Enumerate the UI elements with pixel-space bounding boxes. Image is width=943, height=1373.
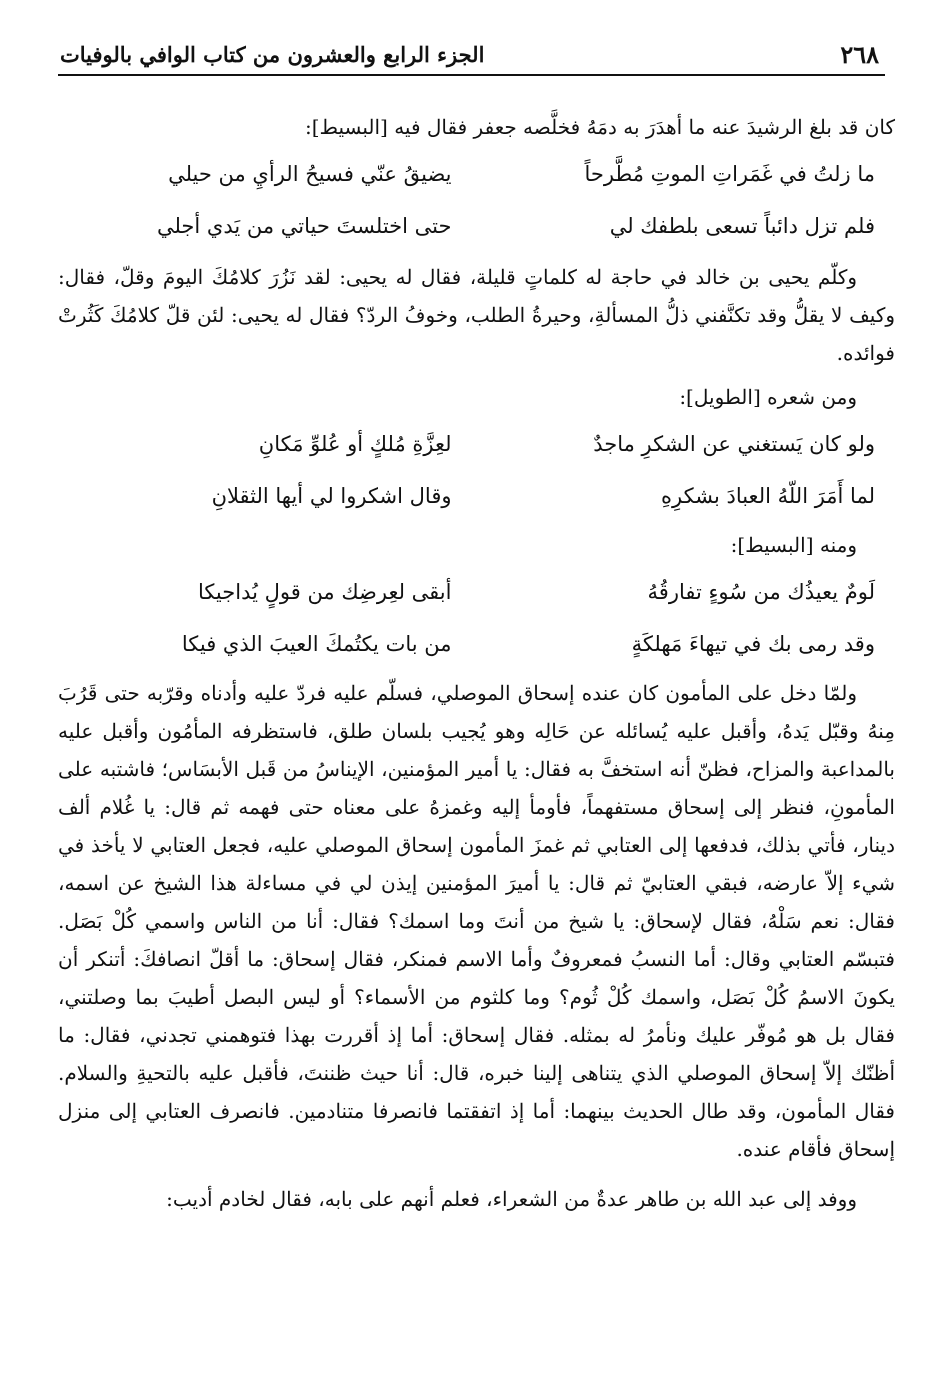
verse-first-hemistich: ولو كان يَستغني عن الشكرِ ماجدٌ [593,432,875,456]
verse-second-hemistich: حتى اختلستَ حياتي من يَدي أجلي [156,214,452,238]
page-number: ٢٦٨ [840,40,879,69]
verse-second-hemistich: يضيقُ عنّي فسيحُ الرأيِ من حيلي [168,162,452,186]
verse-second-hemistich: من بات يكتُمكَ العيبَ الذي فيكا [181,632,452,656]
paragraph-2: وكلّم يحيى بن خالد في حاجة له كلماتٍ قليلة، فقال له يحيى: لقد نَزُرَ كلامُكَ اليومَ وقلّ، فقال: وكيف لا يقلُّ وقد تكنَّفني ذلُّ المسألةِ، وحيرةُ الطلب، وخوفُ الردّ؟ فقال له يحيى: لئن قلّ كلامُكَ كَثُرتْ فوائده. [58,265,895,365]
page-body [58,108,895,1218]
verse-first-hemistich: فلم تزل دائباً تسعى بلطفك لي [609,214,875,238]
verse-second-hemistich: وقال اشكروا لي أيها الثقلانِ [211,484,452,508]
verse-line [58,418,895,470]
verse-line [58,618,895,670]
verse-second-hemistich: لعِزَّةِ مُلكٍ أو عُلوِّ مَكانِ [258,432,452,456]
verse-first-hemistich: ما زلتُ في غَمَراتِ الموتِ مُطَّرحاً [584,162,875,186]
verse-second-hemistich: أبقى لعِرضِك من قولٍ يُداجيكا [197,580,452,604]
verse-line [58,200,895,252]
running-title: الجزء الرابع والعشرون من كتاب الوافي بالوفيات [60,42,485,67]
verse-line [58,566,895,618]
verse-first-hemistich: لما أَمَرَ اللّهُ العبادَ بشكرِهِ [661,484,875,508]
poem-3 [58,566,895,670]
verse-line [58,470,895,522]
meter-label: ومنه [البسيط]: [730,533,857,557]
page-header [58,40,885,76]
poem-2 [58,418,895,522]
verse-first-hemistich: لَومٌ يعيذُك من سُوءٍ تفارقُهُ [647,580,875,604]
verse-line [58,148,895,200]
poem-1 [58,148,895,252]
paragraph-1: كان قد بلغ الرشيدَ عنه ما أهدَرَ به دمَهُ فخلَّصه جعفر فقال فيه [البسيط]: [304,115,895,139]
paragraph-3: ولمّا دخل على المأمون كان عنده إسحاق الموصلي، فسلّم عليه فردّ عليه وأدناه وقرّبه حتى قَرُبَ مِنهُ وقبّل يَدهُ، وأقبل عليه يُسائله عن حَالِه وهو يُجيب بلسان طلق، فاستظرفه المأمُون وأقبل عليه بالمداعبة والمزاح، فظنّ أنه استخفَّ به فقال: يا أمير المؤمنين، الإيناسُ من قَبل الأبسَاس؛ فاشتبه على المأمونِ، فنظر إلى إسحاق مستفهماً، فأومأ إليه وغمزهُ على معناه حتى فهمه ثم قال: يا غُلام ألف دينار، فأتي بذلك، فدفعها إلى العتابي ثم غمزَ المأمون إسحاق الموصلي عليه، فجعل العتابي لا يأخذ في شيء إلاّ عارضه، فبقي العتابيّ ثم قال: يا أميرَ المؤمنين إيذن لي في مساءلة هذا الشيخ عن اسمه، فقال: نعم سَلْهُ، فقال لإسحاق: يا شيخ من أنتَ وما اسمك؟ فقال: أنا من الناس واسمي كُلْ بَصَل. فتبسّم العتابي وقال: أما النسبُ فمعروفٌ وأما الاسم فمنكر، فقال إسحاق: ما أقلّ انصافكَ: أتنكر أن يكونَ الاسمُ كُلْ بَصَل، واسمك كُلْ ثُوم؟ وما كلثوم من الأسماء؟ أو ليس البصل أطيبَ بما وصلتني، فقال بل هو مُوفّر عليك ونأمرُ له بمثله. فقال إسحاق: أما إذ أقررت بهذا فتوهمني تجدني، فقال: ما أظنّك إلاّ إسحاق الموصلي الذي يتناهى إلينا خبره، قال: أنا حيث ظننتَ، فأقبل عليه بالتحيةِ والسلام. فقال المأمون، وقد طال الحديث بينهما: أما إذ اتفقتما فانصرفا متنادمين. فانصرف العتابي إلى منزل إسحاق فأقام عنده. [58,681,895,1161]
verse-first-hemistich: وقد رمى بك في تيهاءَ مَهلكَةٍ [631,632,875,656]
meter-label: ومن شعره [الطويل]: [679,385,857,409]
paragraph-4: ووفد إلى عبد الله بن طاهر عدةٌ من الشعراء، فعلم أنهم على بابه، فقال لخادم أديب: [166,1187,857,1211]
